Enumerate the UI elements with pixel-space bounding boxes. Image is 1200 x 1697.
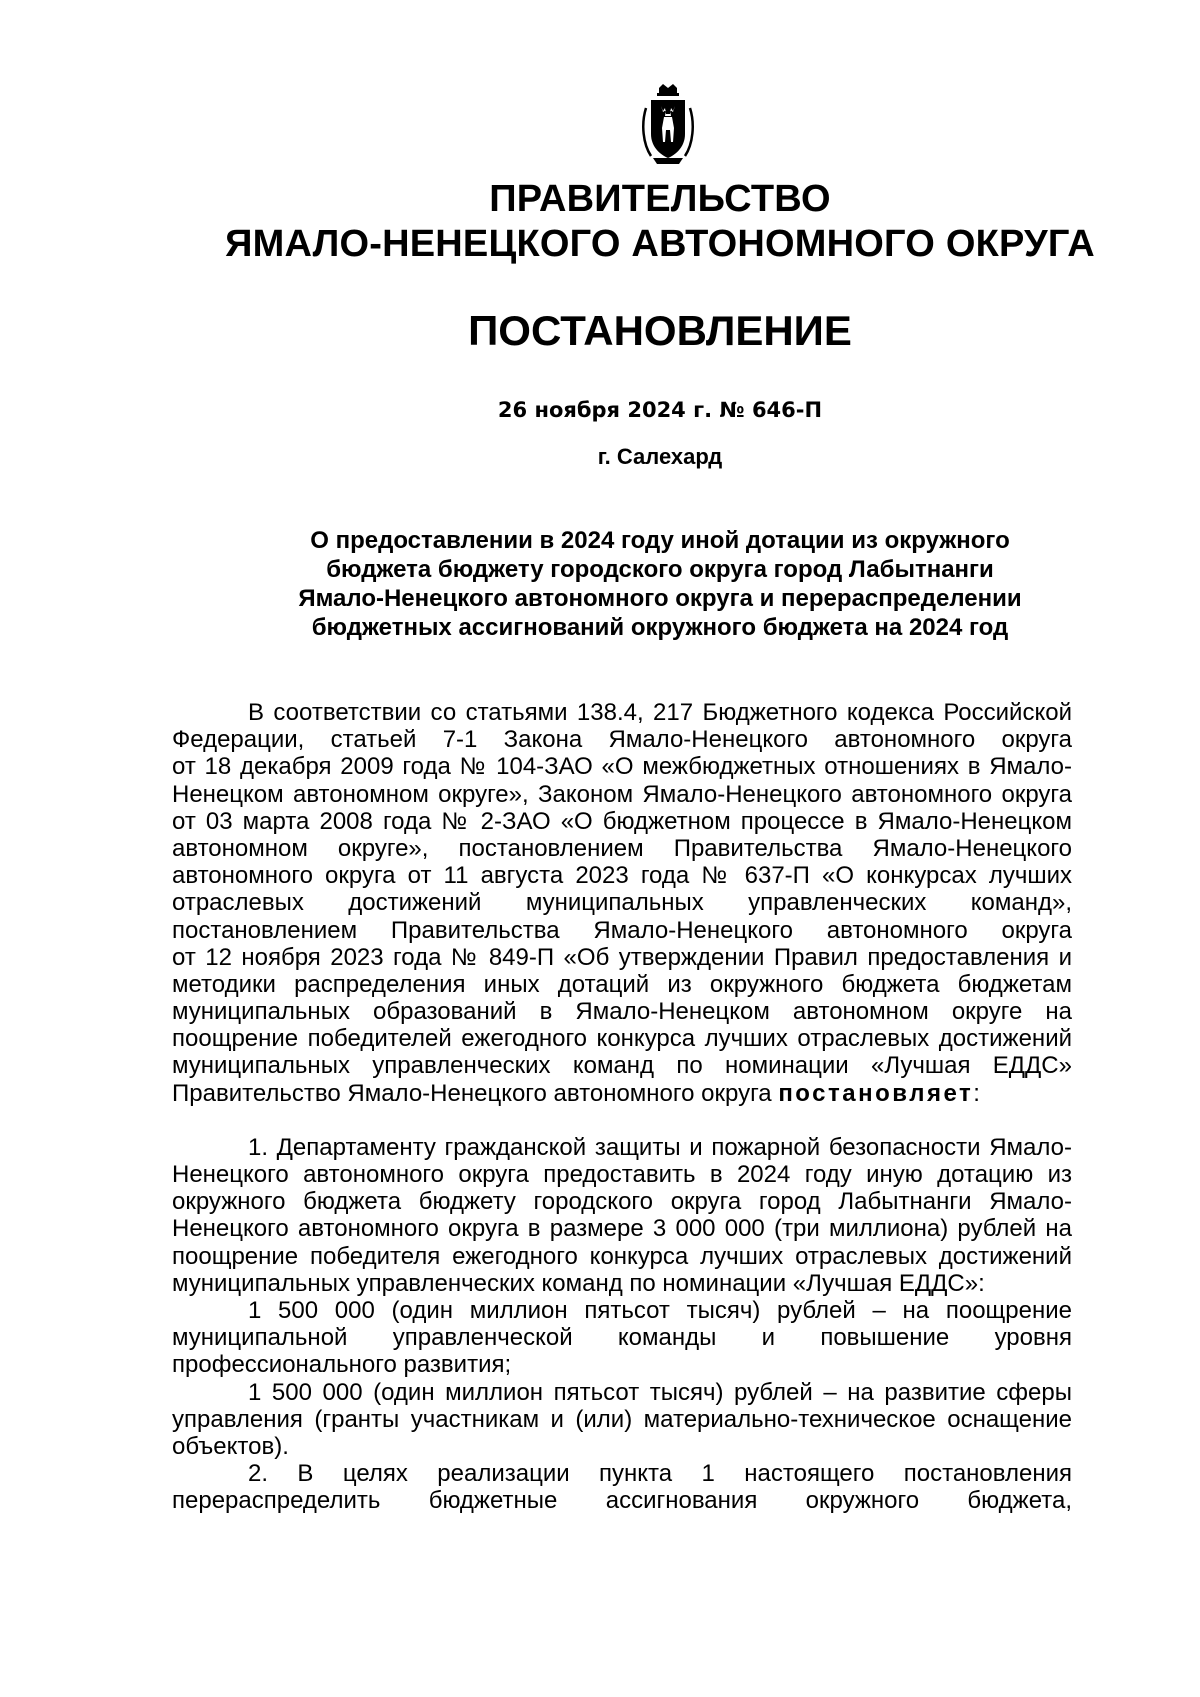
body-line: от 12 ноября 2023 года № 849-П «Об утверждении Правил предоставления и	[172, 943, 1072, 971]
sub1-line: муниципальной управленческой команды и повышение уровня	[172, 1324, 1072, 1352]
body-line-resolution	[172, 1080, 1072, 1107]
body-line: постановлением Правительства Ямало-Ненецкого автономного округа	[172, 916, 1072, 944]
sub1-line: 1 500 000 (один миллион пятьсот тысяч) рублей – на поощрение	[248, 1296, 1072, 1324]
item1-line: окружного бюджета бюджету городского округа город Лабытнанги Ямало-	[172, 1188, 1072, 1216]
body-line: автономном округе», постановлением Правительства Ямало-Ненецкого	[172, 834, 1072, 862]
resolution-suffix: :	[973, 1079, 980, 1107]
sub1-line: профессионального развития;	[172, 1351, 512, 1379]
document-date-number: 26 ноября 2024 г. № 646-П	[497, 398, 823, 422]
item1-line: Ненецкого автономного округа в размере 3 000 000 (три миллиона) рублей на	[172, 1215, 1072, 1243]
body-line: В соответствии со статьями 138.4, 217 Бюджетного кодекса Российской	[248, 699, 1072, 726]
document-title	[210, 526, 1110, 642]
body-line: Федерации, статьей 7-1 Закона Ямало-Ненецкого автономного округа	[172, 726, 1072, 754]
body-line: муниципальных образований в Ямало-Ненецком автономном округе на	[172, 998, 1072, 1026]
organization-name-line-1: ПРАВИТЕЛЬСТВО	[489, 178, 831, 220]
body-line: отраслевых достижений муниципальных управленческих команд»,	[172, 889, 1072, 917]
title-line: Ямало-Ненецкого автономного округа и перераспределении	[298, 585, 1022, 612]
title-line: О предоставлении в 2024 году иной дотации из окружного	[310, 527, 1010, 554]
body-line: от 18 декабря 2009 года № 104-ЗАО «О межбюджетных отношениях в Ямало-	[172, 753, 1072, 781]
resolution-keyword: постановляет	[778, 1079, 974, 1107]
document-type: ПОСТАНОВЛЕНИЕ	[468, 307, 852, 354]
body-line: Ненецком автономном округе», Законом Ямало-Ненецкого автономного округа	[172, 780, 1072, 808]
item2-line: 2. В целях реализации пункта 1 настоящего постановления	[248, 1460, 1072, 1488]
document-body	[172, 699, 1072, 1514]
body-line: автономного округа от 11 августа 2023 года № 637-П «О конкурсах лучших	[172, 862, 1072, 890]
item1-line: поощрение победителя ежегодного конкурса лучших отраслевых достижений	[172, 1242, 1072, 1270]
item1-line: 1. Департаменту гражданской защиты и пожарной безопасности Ямало-	[248, 1133, 1072, 1161]
body-line: муниципальных управленческих команд по номинации «Лучшая ЕДДС»	[172, 1052, 1072, 1080]
title-line: бюджета бюджету городского округа город Лабытнанги	[326, 556, 994, 583]
body-line: от 03 марта 2008 года № 2-ЗАО «О бюджетном процессе в Ямало-Ненецком	[172, 807, 1072, 835]
item1-line: муниципальных управленческих команд по номинации «Лучшая ЕДДС»:	[172, 1269, 985, 1297]
sub2-line: 1 500 000 (один миллион пятьсот тысяч) рублей – на развитие сферы	[248, 1378, 1072, 1406]
coat-of-arms-icon	[637, 84, 699, 166]
sub2-line: объектов).	[172, 1432, 289, 1460]
body-line: методики распределения иных дотаций из окружного бюджета бюджетам	[172, 970, 1072, 998]
title-line: бюджетных ассигнований окружного бюджета на 2024 год	[311, 614, 1009, 641]
item1-line: Ненецкого автономного округа предоставить в 2024 году иную дотацию из	[172, 1161, 1072, 1188]
item2-line: перераспределить бюджетные ассигнования окружного бюджета,	[172, 1487, 1072, 1515]
organization-name-line-2: ЯМАЛО-НЕНЕЦКОГО АВТОНОМНОГО ОКРУГА	[225, 223, 1095, 265]
body-line: поощрение победителей ежегодного конкурса лучших отраслевых достижений	[172, 1025, 1072, 1053]
resolution-prefix: Правительство Ямало-Ненецкого автономного округа	[172, 1079, 779, 1107]
document-city: г. Салехард	[597, 444, 723, 469]
sub2-line: управления (гранты участникам и (или) материально-техническое оснащение	[172, 1405, 1072, 1433]
